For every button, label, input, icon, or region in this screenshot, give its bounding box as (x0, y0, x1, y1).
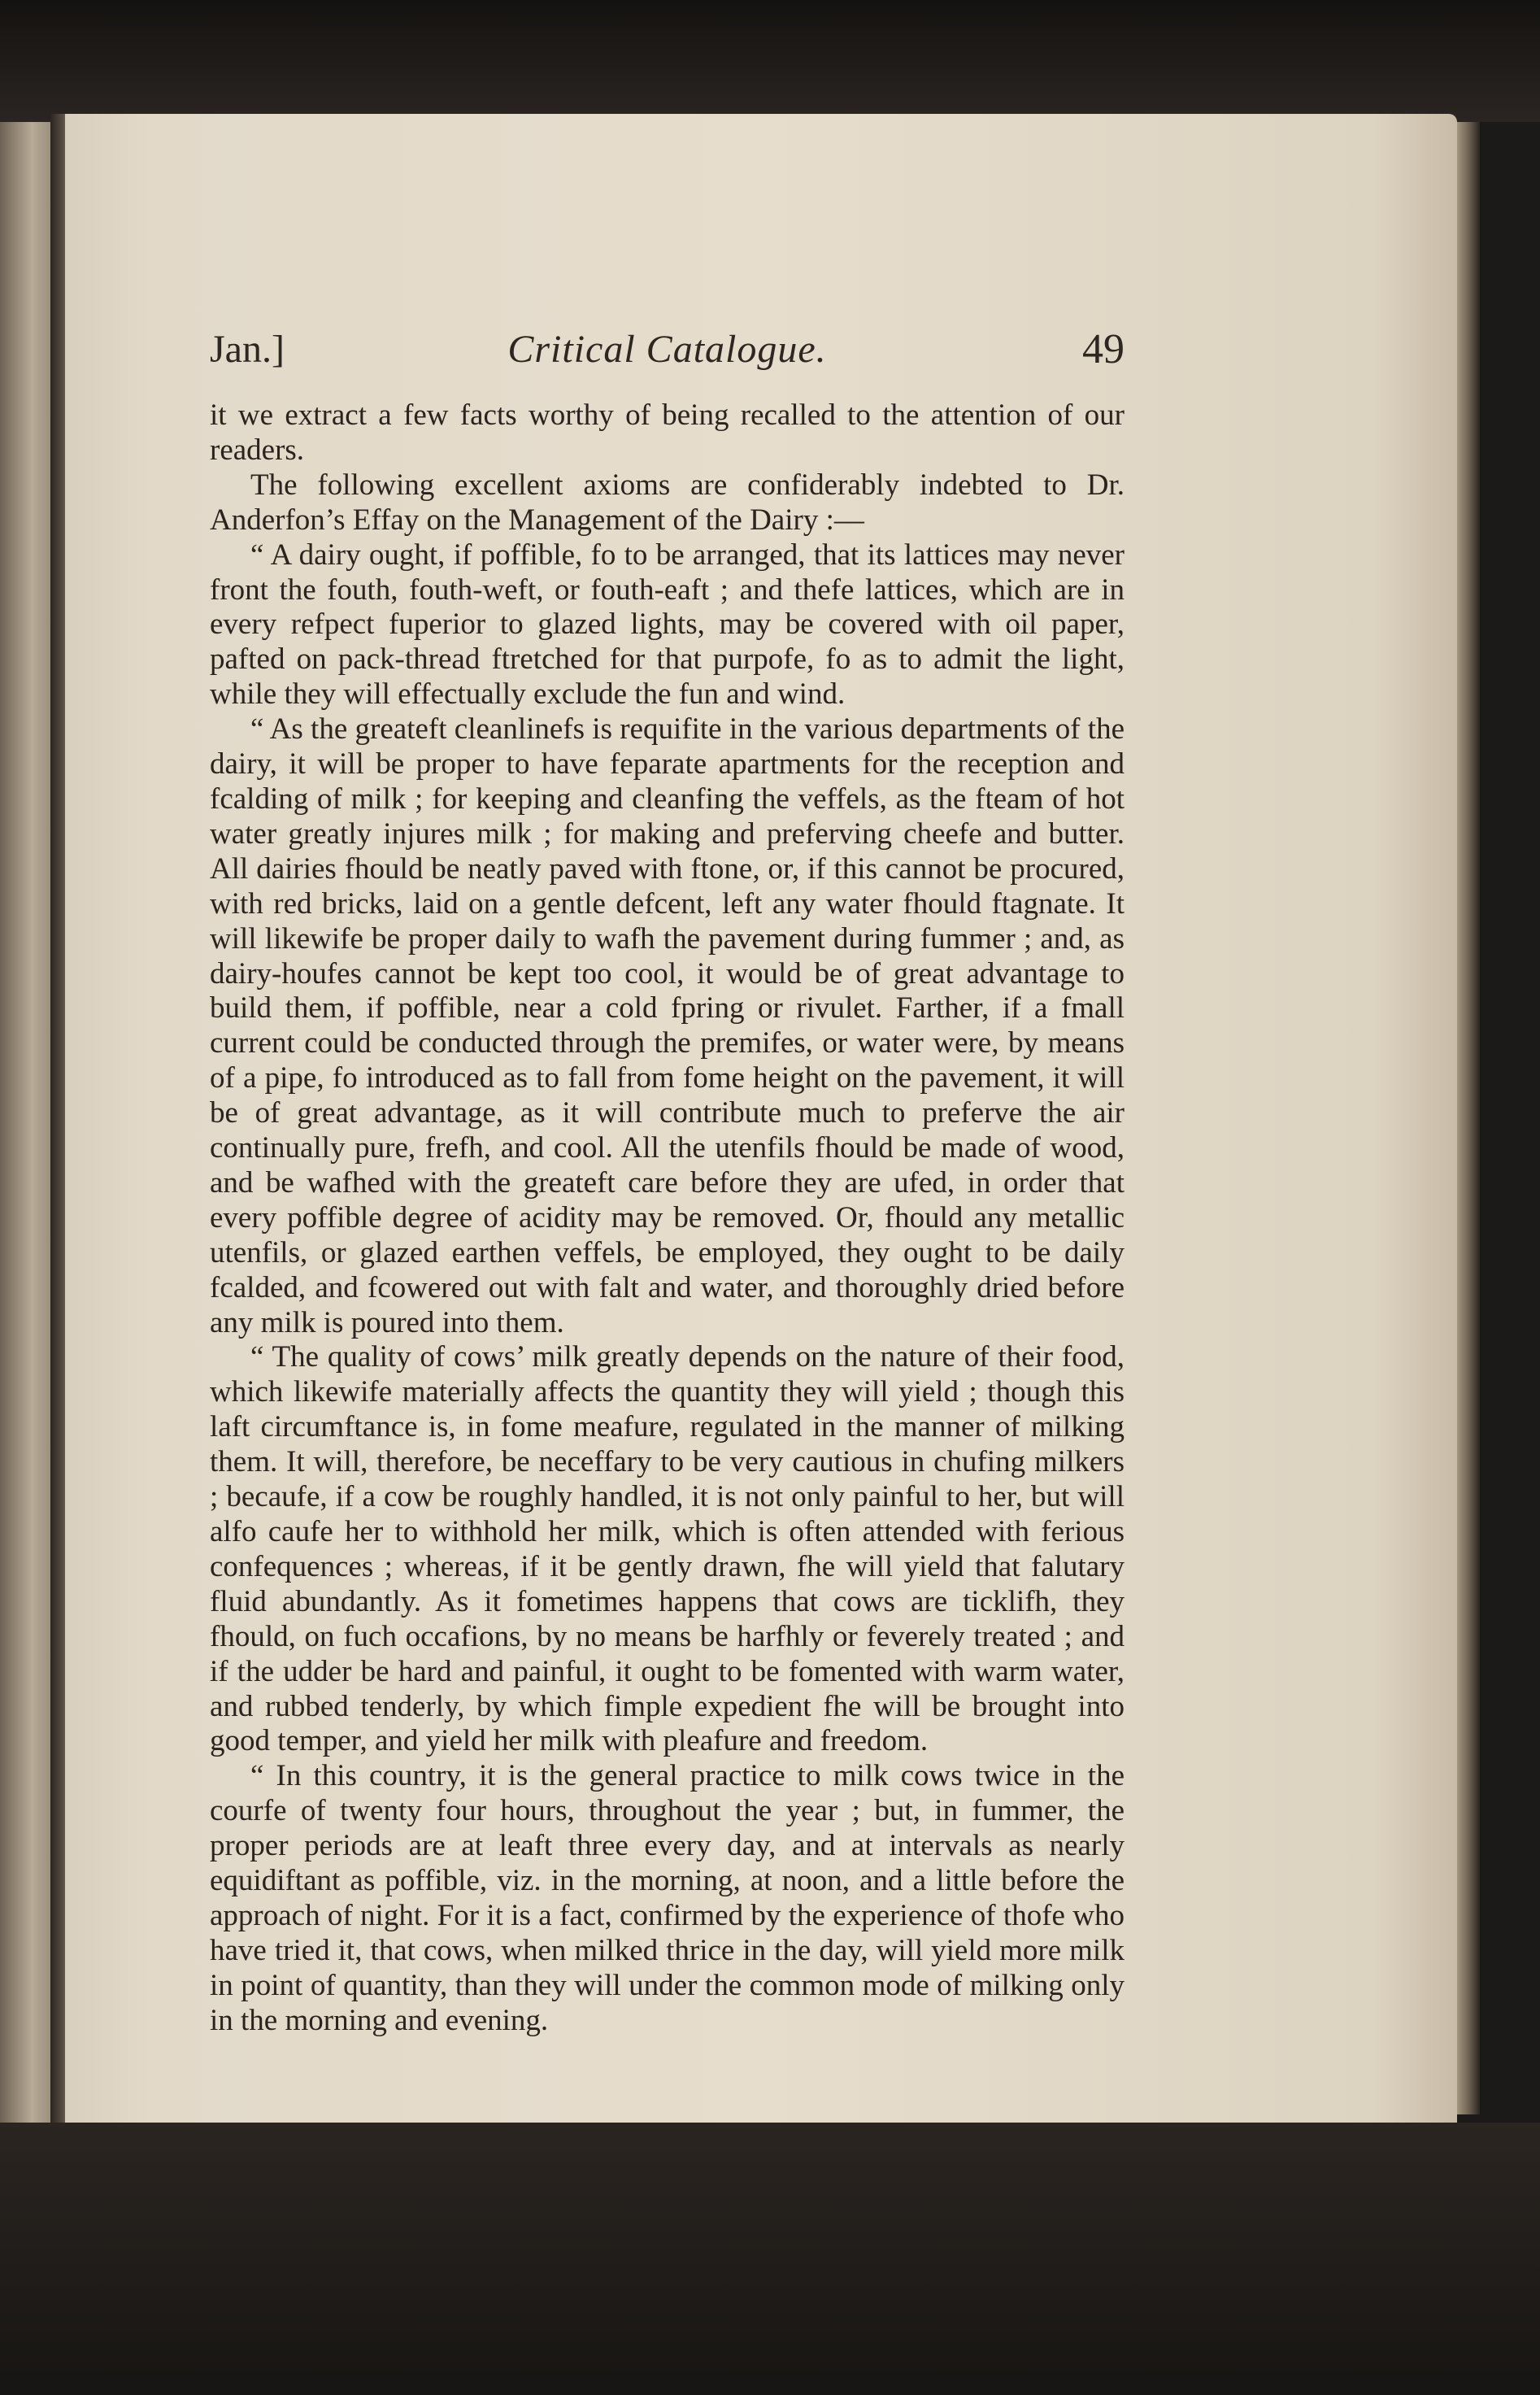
header-month: Jan.] (210, 328, 285, 371)
bottom-background (0, 2123, 1540, 2395)
paragraph-2: The following excellent axioms are confiderably indebted to Dr. Anderfon’s Effay on the Management of the Dairy :— (210, 468, 1125, 537)
paragraph-3: “ A dairy ought, if poffible, fo to be arranged, that its lattices may never front the fouth, fouth-weft, or fouth-eaft ; and thefe lattices, which are in every refpect fuperior to glazed lights, may be covered with oil paper, pafted on pack-thread ftretched for that purpofe, fo as to admit the light, while they will effectually exclude the fun and wind. (210, 538, 1125, 712)
paragraph-1: it we extract a few facts worthy of being recalled to the attention of our readers. (210, 398, 1125, 467)
running-header (210, 327, 1125, 384)
page-body (210, 398, 1125, 2039)
paragraph-4: “ As the greateft cleanlinefs is requifite in the various departments of the dairy, it will be proper to have feparate apartments for the reception and fcalding of milk ; for keeping and cleanfing the veffels, as the fteam of hot water greatly injures milk ; for making and preferving cheefe and butter. All dairies fhould be neatly paved with ftone, or, if this cannot be procured, with red bricks, laid on a gentle defcent, left any water fhould ftagnate. It will likewife be proper daily to wafh the pavement during fummer ; and, as dairy-houfes cannot be kept too cool, it would be of great advantage to build them, if poffible, near a cold fpring or rivulet. Farther, if a fmall current could be conducted through the premifes, or water were, by means of a pipe, fo introduced as to fall from fome height on the pavement, it will be of great advantage, as it will contribute much to preferve the air continually pure, frefh, and cool. All the utenfils fhould be made of wood, and be wafhed with the greateft care before they are ufed, in order that every poffible degree of acidity may be removed. Or, fhould any metallic utenfils, or glazed earthen veffels, be employed, they ought to be daily fcalded, and fcowered out with falt and water, and thoroughly dried before any milk is poured into them. (210, 712, 1125, 1339)
page-right-edge (1457, 122, 1480, 2114)
paragraph-5: “ The quality of cows’ milk greatly depends on the nature of their food, which likewife materially affects the quantity they will yield ; though this laft circumftance is, in fome meafure, regulated in the manner of milking them. It will, therefore, be neceffary to be very cautious in chufing milkers ; becaufe, if a cow be roughly handled, it is not only painful to her, but will alfo caufe her to withhold her milk, which is often attended with ferious confequences ; whereas, if it be gently drawn, fhe will yield that falutary fluid abundantly. As it fometimes happens that cows are ticklifh, they fhould, on fuch occafions, by no means be harfhly or feverely treated ; and if the udder be hard and painful, it ought to be fomented with warm water, and rubbed tenderly, by which fimple expedient fhe will be brought into good temper, and yield her milk with pleafure and freedom. (210, 1340, 1125, 1758)
top-background (0, 0, 1540, 122)
page-number: 49 (1082, 326, 1125, 372)
paragraph-6: “ In this country, it is the general practice to milk cows twice in the courfe of twenty four hours, throughout the year ; but, in fummer, the proper periods are at leaft three every day, and at intervals as nearly equidiftant as poffible, viz. in the morning, at noon, and a little before the approach of night. For it is a fact, confirmed by the experience of thofe who have tried it, that cows, when milked thrice in the day, will yield more milk in point of quantity, than they will under the common mode of milking only in the morning and evening. (210, 1759, 1125, 2037)
header-title: Critical Catalogue. (507, 328, 827, 371)
